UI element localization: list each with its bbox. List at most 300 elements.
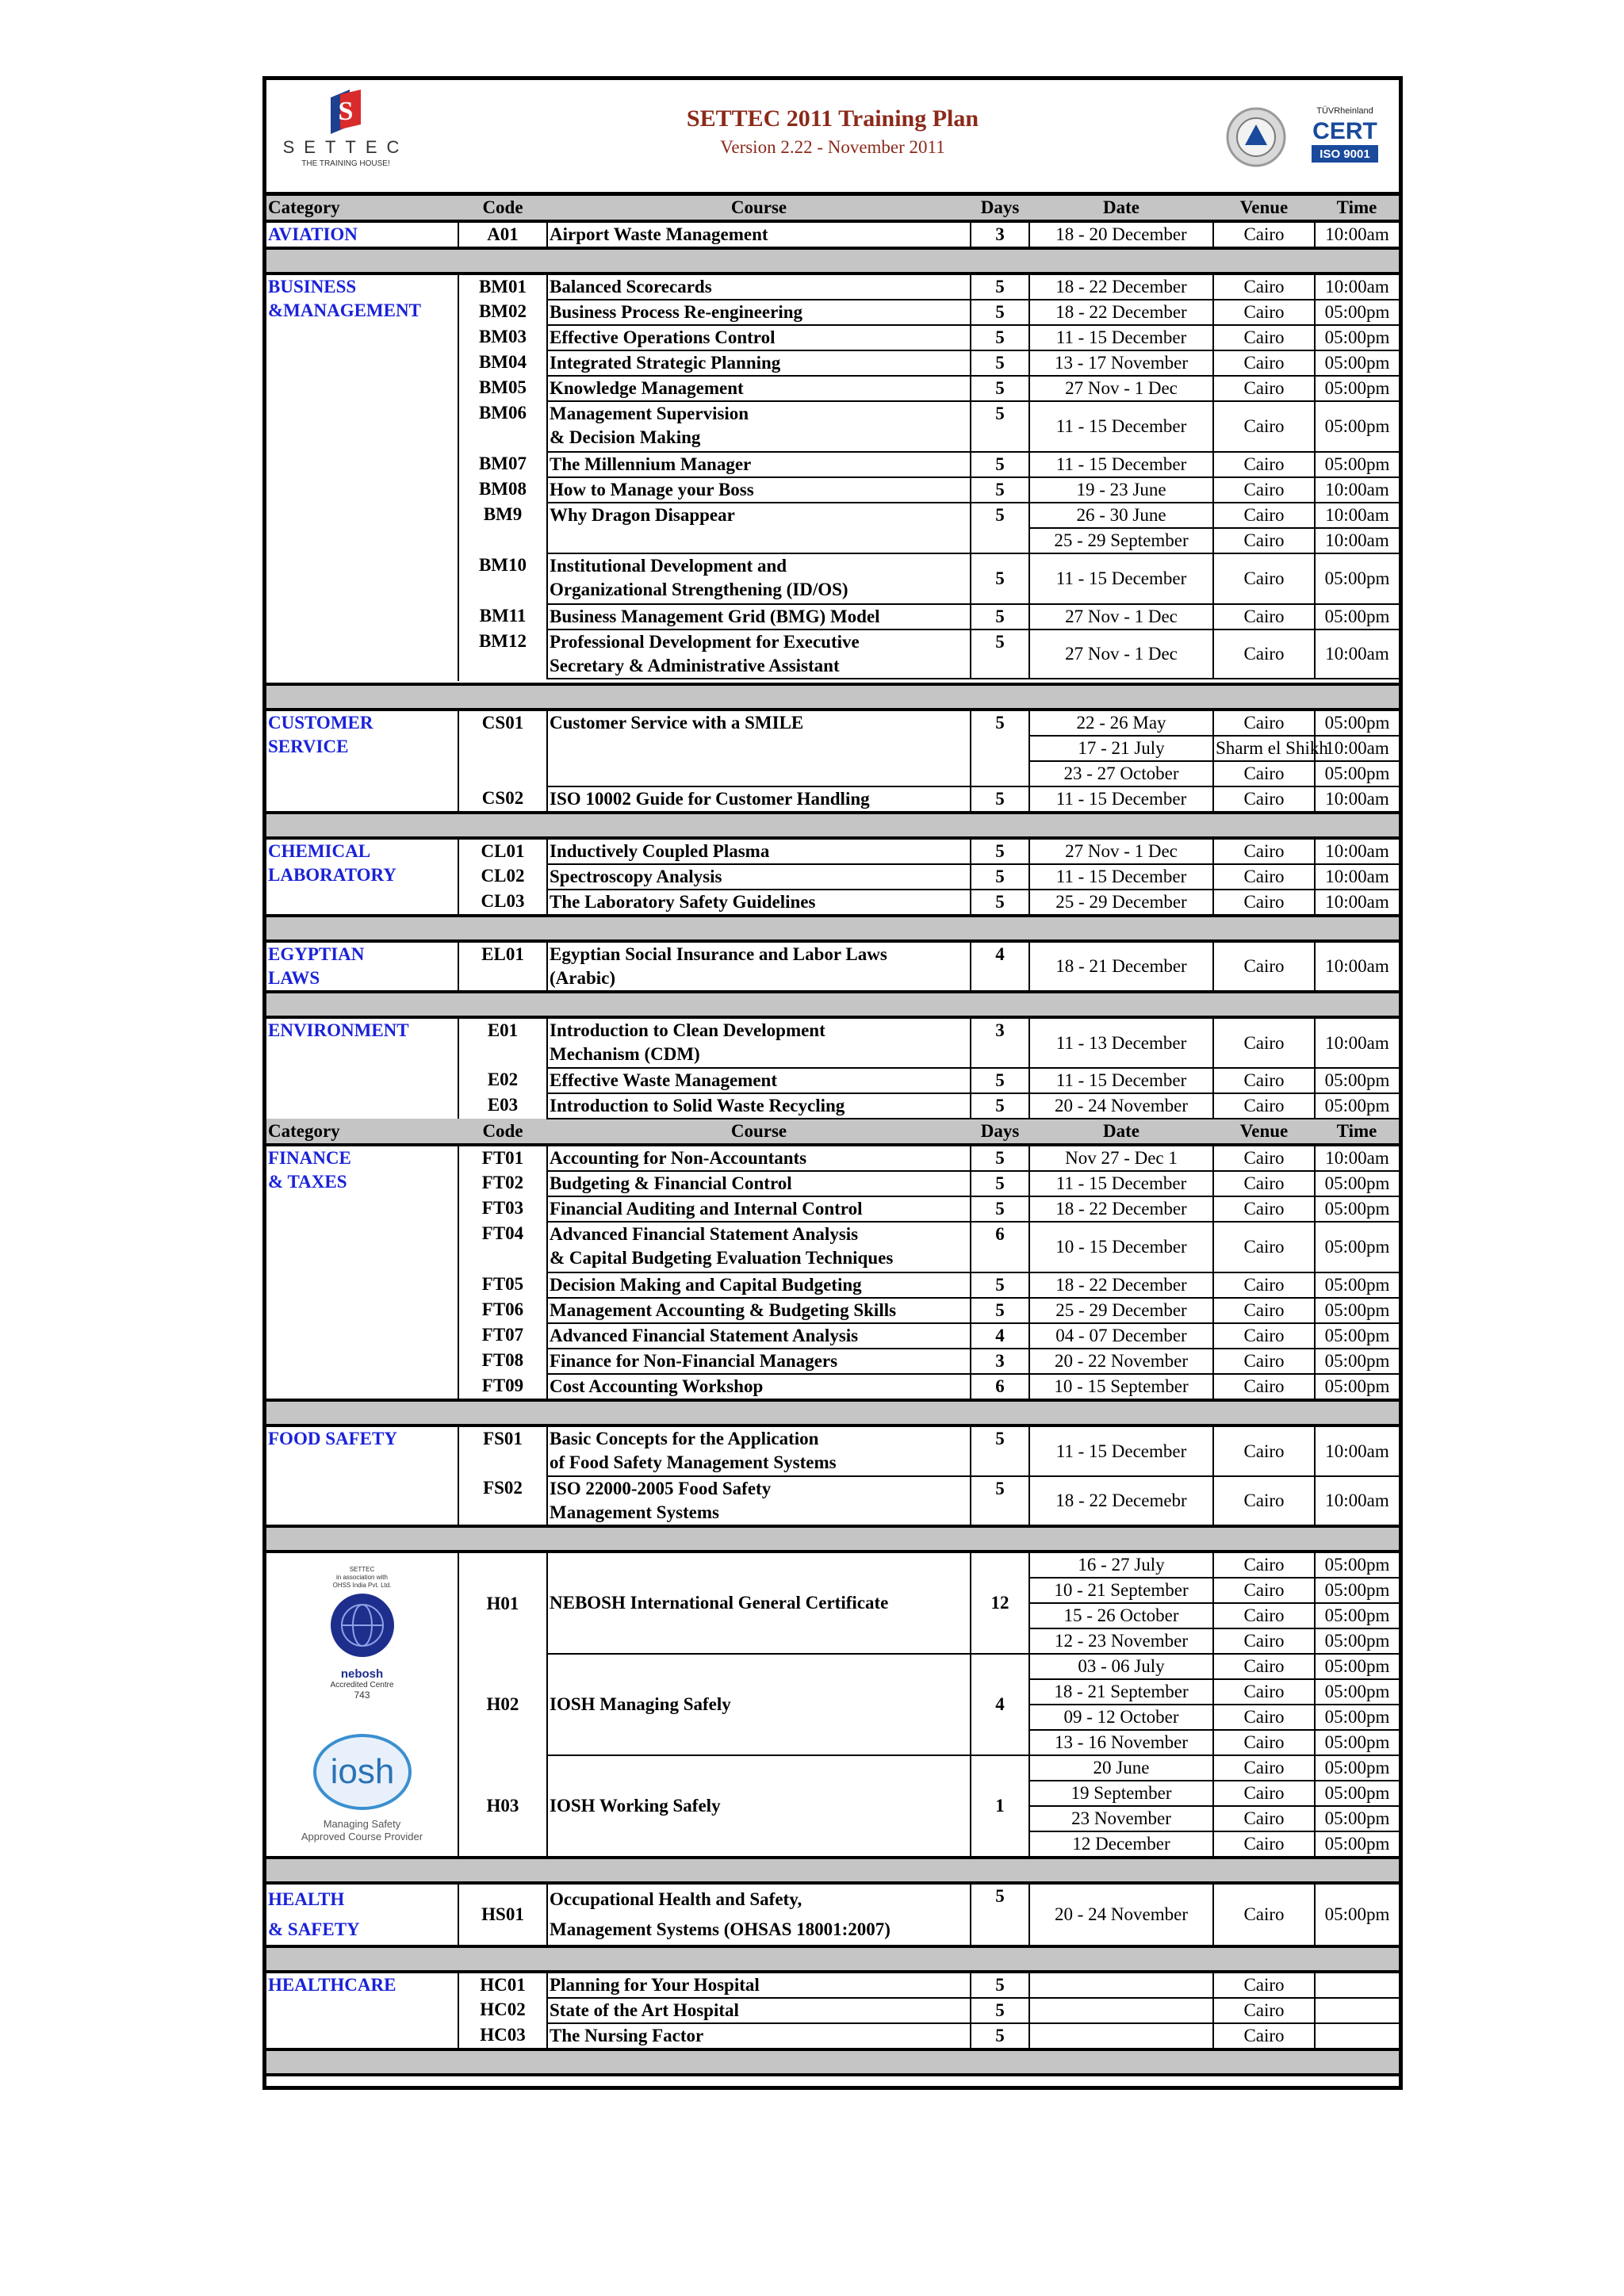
course-code: FS02 — [458, 1476, 547, 1526]
course-time: 05:00pm — [1315, 350, 1399, 376]
course-venue: Cairo — [1213, 1998, 1315, 2023]
course-title-line: Professional Development for Executive — [550, 632, 860, 652]
category-business-management — [266, 274, 458, 681]
course-time: 05:00pm — [1315, 1222, 1399, 1272]
table-row — [266, 1552, 1399, 1578]
course-title-line: Occupational Health and Safety, — [550, 1889, 802, 1909]
course-code: BM12 — [458, 629, 547, 679]
course-title: Financial Auditing and Internal Control — [547, 1196, 971, 1222]
course-time: 05:00pm — [1315, 1298, 1399, 1323]
course-title: Decision Making and Capital Budgeting — [547, 1272, 971, 1298]
course-venue: Cairo — [1213, 1171, 1315, 1196]
course-venue: Cairo — [1213, 1552, 1315, 1578]
course-venue: Cairo — [1213, 1476, 1315, 1526]
category-line: SERVICE — [268, 737, 349, 756]
course-venue: Cairo — [1213, 1145, 1315, 1171]
course-date: 25 - 29 September — [1029, 528, 1213, 553]
course-days: 5 — [971, 452, 1029, 477]
accreditation-logos — [266, 1552, 458, 1858]
course-time — [1315, 1998, 1399, 2023]
course-time: 05:00pm — [1315, 1349, 1399, 1374]
course-time — [1315, 1972, 1399, 1998]
course-code: BM04 — [458, 350, 547, 376]
course-venue: Cairo — [1213, 1806, 1315, 1831]
course-title-line: ISO 22000-2005 Food Safety — [550, 1479, 772, 1498]
course-title: Budgeting & Financial Control — [547, 1171, 971, 1196]
course-time: 05:00pm — [1315, 1755, 1399, 1781]
course-time: 05:00pm — [1315, 1679, 1399, 1705]
course-venue: Cairo — [1213, 1831, 1315, 1858]
tuv-iso-certification-badge — [1226, 101, 1385, 175]
iosh-logo-icon — [311, 1732, 414, 1812]
course-date: 03 - 06 July — [1029, 1654, 1213, 1679]
course-venue: Cairo — [1213, 553, 1315, 604]
course-code: BM11 — [458, 604, 547, 629]
course-date: 27 Nov - 1 Dec — [1029, 629, 1213, 679]
course-venue: Cairo — [1213, 221, 1315, 248]
course-code: BM01 — [458, 274, 547, 300]
iosh-caption: Managing Safety — [323, 1818, 401, 1830]
course-title-line: Management Supervision — [550, 404, 749, 423]
course-time: 10:00am — [1315, 1017, 1399, 1068]
course-time: 05:00pm — [1315, 452, 1399, 477]
course-code: E01 — [458, 1017, 547, 1068]
course-time: 05:00pm — [1315, 1578, 1399, 1603]
settec-logo — [282, 90, 409, 181]
course-time: 10:00am — [1315, 629, 1399, 679]
course-date: 16 - 27 July — [1029, 1552, 1213, 1578]
course-title: The Nursing Factor — [547, 2023, 971, 2049]
course-title-line: Advanced Financial Statement Analysis — [550, 1224, 859, 1244]
course-days: 6 — [971, 1374, 1029, 1400]
col-header-code: Code — [458, 1119, 547, 1145]
course-date: 11 - 15 December — [1029, 401, 1213, 452]
course-title-line: Mechanism (CDM) — [550, 1044, 700, 1064]
course-days: 5 — [971, 1196, 1029, 1222]
nebosh-wordmark: nebosh — [340, 1667, 384, 1681]
course-title: Business Process Re-engineering — [547, 300, 971, 325]
course-code: FT04 — [458, 1222, 547, 1272]
course-code: CL02 — [458, 864, 547, 890]
course-time: 10:00am — [1315, 221, 1399, 248]
course-title-line: Institutional Development and — [550, 556, 787, 576]
course-code: H02 — [458, 1654, 547, 1755]
course-code: HS01 — [458, 1883, 547, 1946]
category-line: FINANCE — [268, 1148, 351, 1168]
col-header-time: Time — [1315, 196, 1399, 221]
nebosh-accredited-text: Accredited Centre — [330, 1681, 394, 1689]
course-venue: Sharm el Shikh — [1213, 736, 1315, 761]
col-header-code: Code — [458, 196, 547, 221]
course-time: 10:00am — [1315, 838, 1399, 864]
course-days: 3 — [971, 1017, 1029, 1068]
course-date: 26 - 30 June — [1029, 503, 1213, 528]
course-venue: Cairo — [1213, 2023, 1315, 2049]
table-row — [266, 1145, 1399, 1171]
course-days: 5 — [971, 710, 1029, 786]
course-date: 19 - 23 June — [1029, 477, 1213, 503]
section-separator — [266, 1946, 1399, 1972]
course-title: Integrated Strategic Planning — [547, 350, 971, 376]
course-code: HC02 — [458, 1998, 547, 2023]
course-title-line: Management Systems (OHSAS 18001:2007) — [550, 1919, 891, 1939]
course-code: H03 — [458, 1755, 547, 1858]
course-time: 10:00am — [1315, 528, 1399, 553]
course-time: 05:00pm — [1315, 1806, 1399, 1831]
course-title — [547, 1476, 971, 1526]
section-separator — [266, 1526, 1399, 1552]
course-code: BM05 — [458, 376, 547, 401]
course-days: 5 — [971, 1272, 1029, 1298]
course-venue: Cairo — [1213, 300, 1315, 325]
course-code: FT03 — [458, 1196, 547, 1222]
course-date: 23 November — [1029, 1806, 1213, 1831]
course-days: 5 — [971, 1972, 1029, 1998]
course-days: 5 — [971, 838, 1029, 864]
course-time: 05:00pm — [1315, 1374, 1399, 1400]
course-days: 5 — [971, 1298, 1029, 1323]
section-separator — [266, 684, 1399, 710]
course-venue: Cairo — [1213, 1578, 1315, 1603]
course-time: 05:00pm — [1315, 376, 1399, 401]
table-row — [266, 941, 1399, 992]
course-date: 11 - 15 December — [1029, 1425, 1213, 1476]
col-header-course: Course — [547, 196, 971, 221]
course-code: BM06 — [458, 401, 547, 452]
course-date: 18 - 22 Decemebr — [1029, 1476, 1213, 1526]
course-date: 18 - 21 September — [1029, 1679, 1213, 1705]
course-code: BM07 — [458, 452, 547, 477]
course-date: 15 - 26 October — [1029, 1603, 1213, 1628]
course-title: Knowledge Management — [547, 376, 971, 401]
course-title: IOSH Managing Safely — [547, 1654, 971, 1755]
nebosh-centre-number: 743 — [354, 1689, 370, 1701]
course-date: 20 - 24 November — [1029, 1093, 1213, 1119]
course-time: 10:00am — [1315, 786, 1399, 813]
course-days: 5 — [971, 503, 1029, 553]
course-time: 10:00am — [1315, 941, 1399, 992]
course-date — [1029, 1998, 1213, 2023]
document-header — [266, 80, 1399, 196]
course-time: 10:00am — [1315, 736, 1399, 761]
course-days: 5 — [971, 1093, 1029, 1119]
col-header-category: Category — [266, 1119, 458, 1145]
course-time: 05:00pm — [1315, 710, 1399, 736]
section-separator — [266, 1400, 1399, 1425]
course-time: 05:00pm — [1315, 1705, 1399, 1730]
course-date: 10 - 15 December — [1029, 1222, 1213, 1272]
category-customer-service — [266, 710, 458, 813]
logo-tagline: THE TRAINING HOUSE! — [301, 159, 390, 168]
course-days: 5 — [971, 1998, 1029, 2023]
course-venue: Cairo — [1213, 1349, 1315, 1374]
version-subtitle: Version 2.22 - November 2011 — [720, 137, 945, 157]
course-title: Inductively Coupled Plasma — [547, 838, 971, 864]
course-title — [547, 1222, 971, 1272]
course-venue: Cairo — [1213, 710, 1315, 736]
course-time: 05:00pm — [1315, 325, 1399, 350]
category-line: & SAFETY — [268, 1919, 360, 1939]
course-venue: Cairo — [1213, 1196, 1315, 1222]
category-line: EGYPTIAN — [268, 944, 365, 964]
course-venue: Cairo — [1213, 503, 1315, 528]
course-time: 05:00pm — [1315, 1093, 1399, 1119]
course-date: 13 - 16 November — [1029, 1730, 1213, 1755]
course-code: FT05 — [458, 1272, 547, 1298]
course-venue: Cairo — [1213, 1603, 1315, 1628]
course-title — [547, 1425, 971, 1476]
course-time: 05:00pm — [1315, 1171, 1399, 1196]
training-plan-sheet — [262, 76, 1403, 2090]
course-code: FT09 — [458, 1374, 547, 1400]
course-title-line: & Capital Budgeting Evaluation Techniques — [550, 1248, 894, 1268]
table-row — [266, 1972, 1399, 1998]
course-date: 27 Nov - 1 Dec — [1029, 838, 1213, 864]
course-venue: Cairo — [1213, 761, 1315, 786]
course-venue: Cairo — [1213, 1654, 1315, 1679]
settec-association-line: OHSS India Pvt. Ltd. — [332, 1582, 392, 1589]
course-date: 11 - 15 December — [1029, 553, 1213, 604]
course-time: 05:00pm — [1315, 553, 1399, 604]
col-header-venue: Venue — [1213, 1119, 1315, 1145]
course-title-line: (Arabic) — [550, 968, 616, 988]
course-venue: Cairo — [1213, 325, 1315, 350]
course-time: 05:00pm — [1315, 1323, 1399, 1349]
course-title: Business Management Grid (BMG) Model — [547, 604, 971, 629]
course-date: 11 - 13 December — [1029, 1017, 1213, 1068]
course-date: 11 - 15 December — [1029, 1068, 1213, 1093]
course-venue: Cairo — [1213, 1068, 1315, 1093]
course-venue: Cairo — [1213, 1017, 1315, 1068]
course-venue: Cairo — [1213, 1781, 1315, 1806]
course-venue: Cairo — [1213, 477, 1315, 503]
course-venue: Cairo — [1213, 786, 1315, 813]
course-date: 12 December — [1029, 1831, 1213, 1858]
course-title-line: Introduction to Clean Development — [550, 1020, 825, 1040]
course-days: 4 — [971, 941, 1029, 992]
course-date: 04 - 07 December — [1029, 1323, 1213, 1349]
course-title: Effective Waste Management — [547, 1068, 971, 1093]
col-header-days: Days — [971, 1119, 1029, 1145]
course-time: 05:00pm — [1315, 1068, 1399, 1093]
course-title: The Millennium Manager — [547, 452, 971, 477]
course-days: 5 — [971, 1883, 1029, 1946]
course-title: Cost Accounting Workshop — [547, 1374, 971, 1400]
course-days: 5 — [971, 1425, 1029, 1476]
course-date: 11 - 15 December — [1029, 786, 1213, 813]
course-title — [547, 629, 971, 679]
course-days: 3 — [971, 221, 1029, 248]
course-title: Management Accounting & Budgeting Skills — [547, 1298, 971, 1323]
course-time: 10:00am — [1315, 503, 1399, 528]
course-venue: Cairo — [1213, 1374, 1315, 1400]
nebosh-globe-icon — [327, 1590, 398, 1661]
table-row — [266, 221, 1399, 248]
course-days: 5 — [971, 325, 1029, 350]
course-date: 18 - 22 December — [1029, 300, 1213, 325]
course-title: ISO 10002 Guide for Customer Handling — [547, 786, 971, 813]
course-time: 05:00pm — [1315, 604, 1399, 629]
course-code: EL01 — [458, 941, 547, 992]
course-date: 22 - 26 May — [1029, 710, 1213, 736]
course-date: 13 - 17 November — [1029, 350, 1213, 376]
course-date: 20 - 24 November — [1029, 1883, 1213, 1946]
course-title: Balanced Scorecards — [547, 274, 971, 300]
course-date: Nov 27 - Dec 1 — [1029, 1145, 1213, 1171]
course-days: 6 — [971, 1222, 1029, 1272]
category-line: & TAXES — [268, 1172, 347, 1192]
training-schedule-table — [266, 196, 1399, 2076]
course-time: 05:00pm — [1315, 1654, 1399, 1679]
course-date: 11 - 15 December — [1029, 1171, 1213, 1196]
course-date: 19 September — [1029, 1781, 1213, 1806]
iosh-wordmark: iosh — [330, 1752, 394, 1791]
section-separator — [266, 1858, 1399, 1883]
course-code: FS01 — [458, 1425, 547, 1476]
course-venue: Cairo — [1213, 1323, 1315, 1349]
course-code: CL01 — [458, 838, 547, 864]
course-venue: Cairo — [1213, 941, 1315, 992]
course-code: A01 — [458, 221, 547, 248]
iosh-caption: Approved Course Provider — [301, 1831, 423, 1843]
course-venue: Cairo — [1213, 1755, 1315, 1781]
course-title: Effective Operations Control — [547, 325, 971, 350]
course-code: H01 — [458, 1552, 547, 1654]
category-line: LABORATORY — [268, 865, 396, 885]
course-venue: Cairo — [1213, 528, 1315, 553]
course-venue: Cairo — [1213, 376, 1315, 401]
course-venue: Cairo — [1213, 1222, 1315, 1272]
course-time: 05:00pm — [1315, 1196, 1399, 1222]
course-venue: Cairo — [1213, 1972, 1315, 1998]
course-title: IOSH Working Safely — [547, 1755, 971, 1858]
column-header-row — [266, 196, 1399, 221]
category-aviation: AVIATION — [266, 221, 458, 248]
course-code: FT07 — [458, 1323, 547, 1349]
category-health-safety — [266, 1883, 458, 1946]
course-venue: Cairo — [1213, 1883, 1315, 1946]
course-time: 10:00am — [1315, 1145, 1399, 1171]
course-code: FT02 — [458, 1171, 547, 1196]
col-header-date: Date — [1029, 1119, 1213, 1145]
course-code: E02 — [458, 1068, 547, 1093]
table-row — [266, 838, 1399, 864]
course-venue: Cairo — [1213, 1093, 1315, 1119]
course-code: BM02 — [458, 300, 547, 325]
course-days: 5 — [971, 629, 1029, 679]
settec-association-line: in association with — [336, 1574, 388, 1581]
course-title: Introduction to Solid Waste Recycling — [547, 1093, 971, 1119]
course-venue: Cairo — [1213, 1705, 1315, 1730]
col-header-course: Course — [547, 1119, 971, 1145]
course-date — [1029, 2023, 1213, 2049]
table-row — [266, 1425, 1399, 1476]
course-days: 5 — [971, 1476, 1029, 1526]
course-date — [1029, 1972, 1213, 1998]
course-days: 5 — [971, 274, 1029, 300]
course-venue: Cairo — [1213, 452, 1315, 477]
course-time: 05:00pm — [1315, 300, 1399, 325]
settec-association-line: SETTEC — [349, 1566, 375, 1573]
course-code: FT08 — [458, 1349, 547, 1374]
course-title: Accounting for Non-Accountants — [547, 1145, 971, 1171]
category-line: CUSTOMER — [268, 713, 373, 733]
course-days: 5 — [971, 786, 1029, 813]
course-code: E03 — [458, 1093, 547, 1119]
course-code: BM08 — [458, 477, 547, 503]
course-venue: Cairo — [1213, 604, 1315, 629]
course-code: HC03 — [458, 2023, 547, 2049]
course-days: 5 — [971, 350, 1029, 376]
course-title — [547, 401, 971, 452]
column-header-row-repeat — [266, 1119, 1399, 1145]
course-code: HC01 — [458, 1972, 547, 1998]
course-days: 5 — [971, 1145, 1029, 1171]
course-date: 18 - 20 December — [1029, 221, 1213, 248]
course-time: 05:00pm — [1315, 1781, 1399, 1806]
course-code: FT06 — [458, 1298, 547, 1323]
table-row — [266, 710, 1399, 736]
course-days: 5 — [971, 477, 1029, 503]
course-days: 12 — [971, 1552, 1029, 1654]
svg-text:S: S — [338, 97, 354, 126]
course-code: CS01 — [458, 710, 547, 786]
course-date: 10 - 15 September — [1029, 1374, 1213, 1400]
course-days: 5 — [971, 890, 1029, 916]
course-venue: Cairo — [1213, 1272, 1315, 1298]
course-date: 11 - 15 December — [1029, 452, 1213, 477]
course-title — [547, 553, 971, 604]
course-time: 10:00am — [1315, 477, 1399, 503]
course-days: 5 — [971, 1068, 1029, 1093]
cert-brand: TÜVRheinland — [1316, 106, 1373, 116]
course-date: 18 - 21 December — [1029, 941, 1213, 992]
course-time: 10:00am — [1315, 890, 1399, 916]
course-date: 25 - 29 December — [1029, 890, 1213, 916]
course-time: 05:00pm — [1315, 1831, 1399, 1858]
course-title — [547, 941, 971, 992]
course-days: 4 — [971, 1654, 1029, 1755]
course-title: Customer Service with a SMILE — [547, 710, 971, 786]
course-days: 5 — [971, 553, 1029, 604]
category-line: BUSINESS — [268, 277, 357, 297]
course-days: 5 — [971, 864, 1029, 890]
course-title-line: Egyptian Social Insurance and Labor Laws — [550, 944, 887, 964]
section-separator — [266, 2049, 1399, 2075]
course-venue: Cairo — [1213, 1730, 1315, 1755]
course-days: 5 — [971, 300, 1029, 325]
category-chemical-laboratory — [266, 838, 458, 916]
course-venue: Cairo — [1213, 864, 1315, 890]
course-venue: Cairo — [1213, 350, 1315, 376]
course-code: CL03 — [458, 890, 547, 916]
course-date: 20 June — [1029, 1755, 1213, 1781]
course-days: 5 — [971, 1171, 1029, 1196]
course-time: 05:00pm — [1315, 401, 1399, 452]
course-title: NEBOSH International General Certificate — [547, 1552, 971, 1654]
course-date: 11 - 15 December — [1029, 325, 1213, 350]
course-days: 5 — [971, 401, 1029, 452]
logo-wordmark: SETTEC — [282, 137, 409, 157]
course-venue: Cairo — [1213, 890, 1315, 916]
course-date: 09 - 12 October — [1029, 1705, 1213, 1730]
category-finance-taxes — [266, 1145, 458, 1400]
course-venue: Cairo — [1213, 1679, 1315, 1705]
col-header-time: Time — [1315, 1119, 1399, 1145]
course-days: 5 — [971, 2023, 1029, 2049]
course-days: 4 — [971, 1323, 1029, 1349]
course-code: FT01 — [458, 1145, 547, 1171]
